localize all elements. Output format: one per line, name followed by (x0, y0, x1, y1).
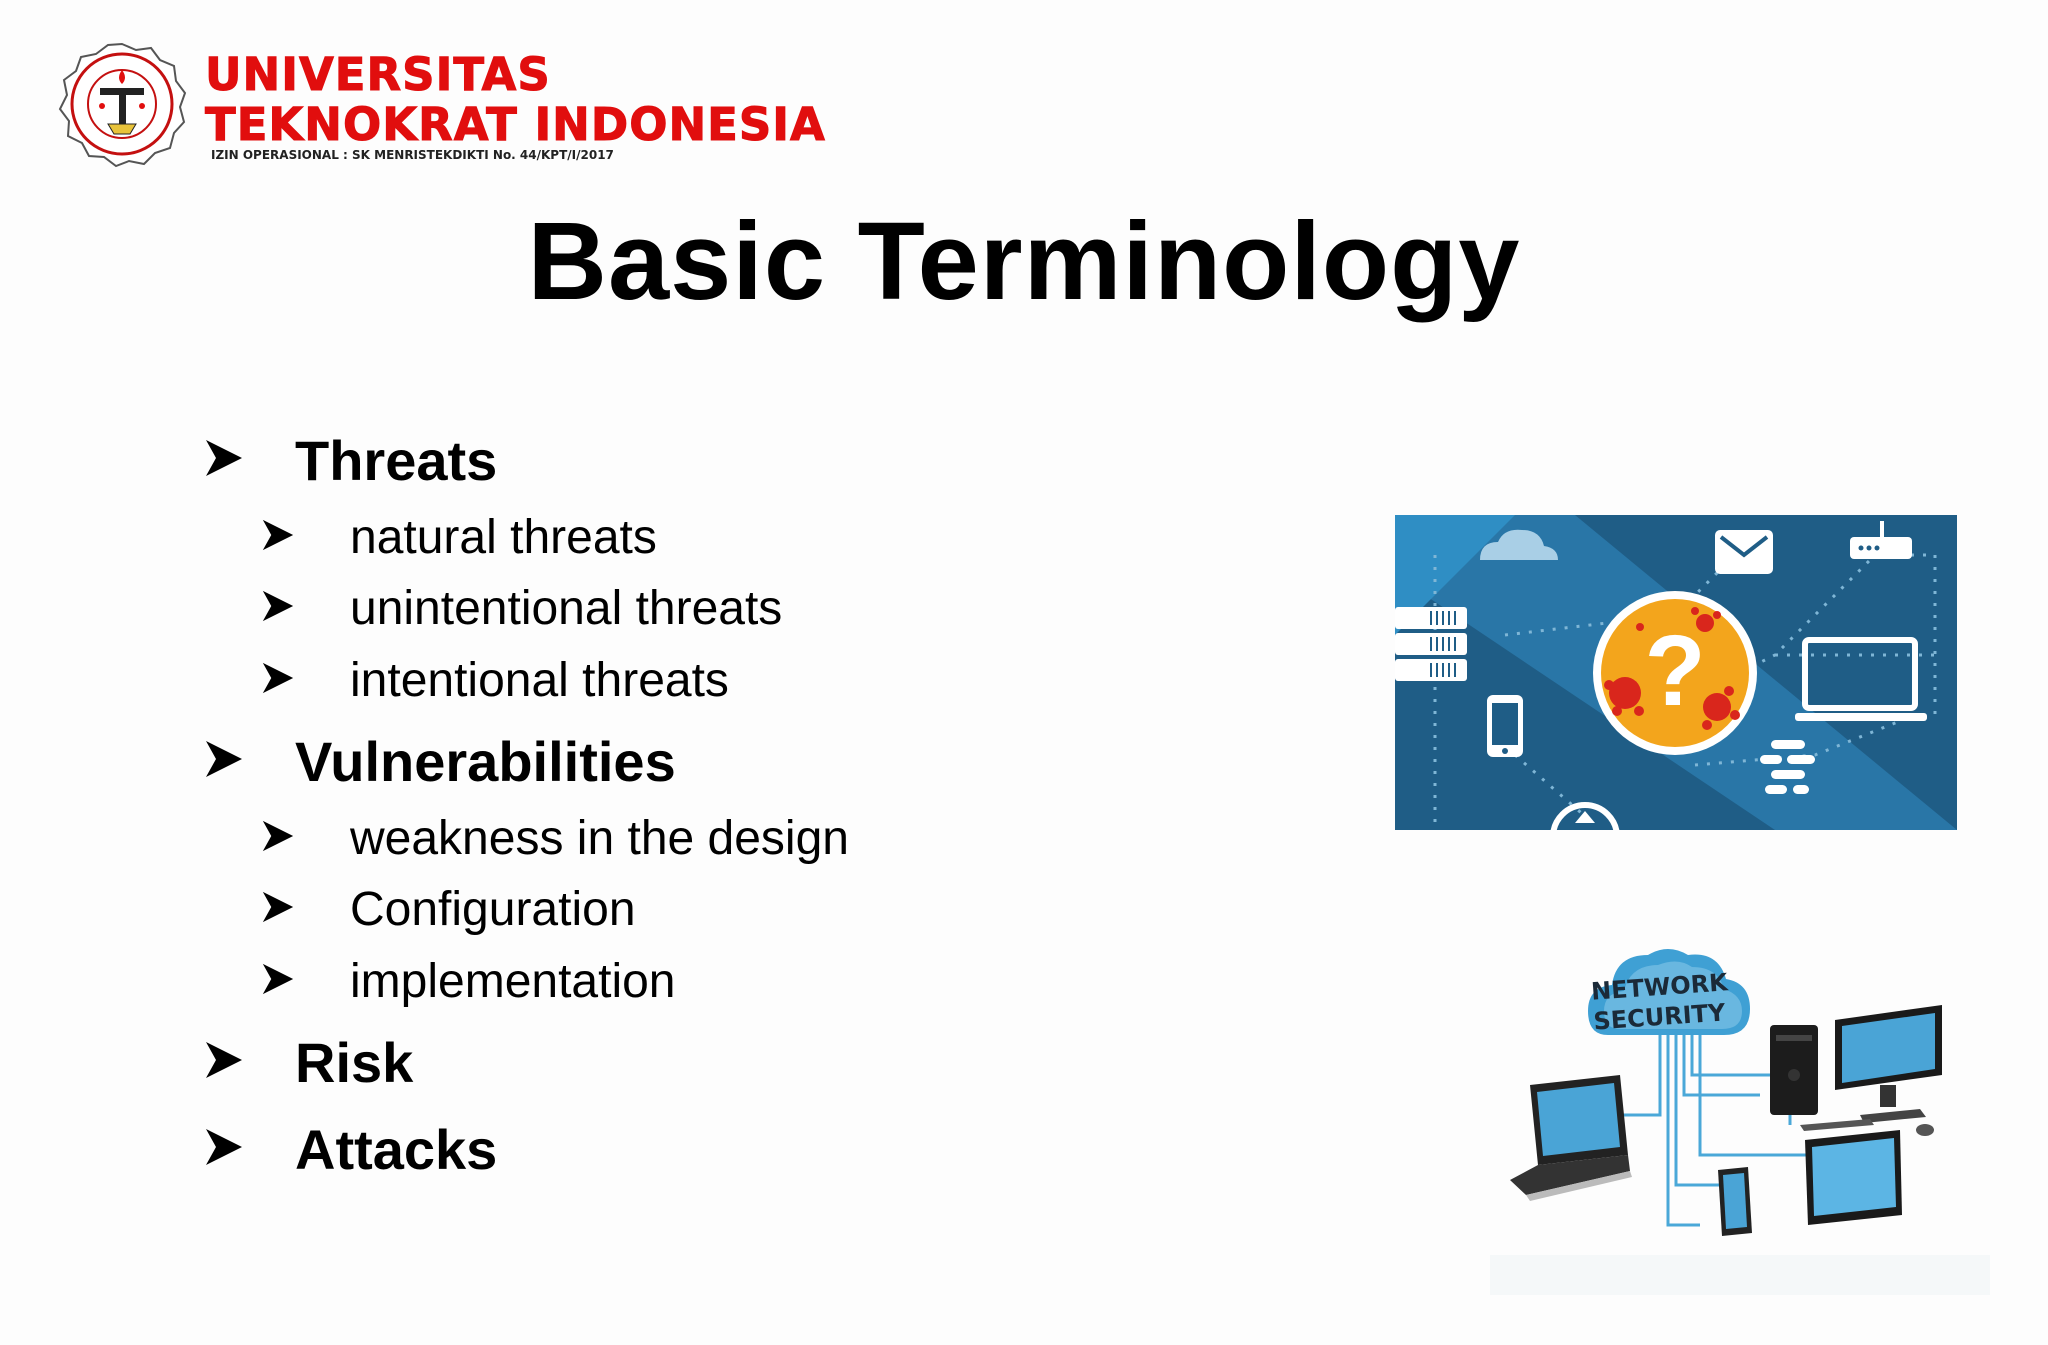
arrow-bullet-icon (205, 1127, 295, 1172)
arrow-bullet-icon (262, 589, 350, 628)
sub-bullet-label: implementation (350, 955, 676, 1008)
sub-bullet-configuration (262, 882, 636, 937)
email-icon (1715, 530, 1773, 574)
arrow-bullet-icon (205, 739, 295, 784)
sub-bullet-implementation (262, 954, 676, 1009)
keyboard-icon (1800, 1119, 1874, 1131)
laptop-icon (1510, 1075, 1632, 1201)
sub-bullet-label: unintentional threats (350, 582, 783, 635)
sub-bullet-weakness-in-design (262, 811, 849, 866)
mouse-icon (1916, 1124, 1934, 1136)
sub-bullet-label: weakness in the design (350, 812, 849, 865)
arrow-bullet-icon (205, 438, 295, 483)
bullet-vulnerabilities (205, 729, 676, 794)
university-name-line1: UNIVERSITAS (205, 48, 551, 101)
network-security-illustration (1490, 925, 1990, 1295)
bullet-threats (205, 428, 497, 493)
bullet-risk (205, 1030, 413, 1095)
sub-bullet-label: natural threats (350, 511, 657, 564)
computer-tower-icon (1770, 1025, 1818, 1115)
sub-bullet-intentional-threats (262, 653, 729, 708)
bullet-label: Risk (295, 1031, 414, 1094)
svg-text:?: ? (1644, 615, 1706, 727)
sub-bullet-unintentional-threats (262, 581, 782, 636)
university-name-line2: TEKNOKRAT INDONESIA (205, 98, 826, 151)
monitor-icon (1805, 1130, 1902, 1225)
arrow-bullet-icon (262, 890, 350, 929)
license-text: IZIN OPERASIONAL : SK MENRISTEKDIKTI No. 44/KPT/I/2017 (211, 148, 614, 162)
arrow-bullet-icon (205, 1040, 295, 1085)
cloud-icon (1588, 949, 1750, 1036)
bullet-label: Vulnerabilities (295, 730, 676, 793)
sub-bullet-label: intentional threats (350, 654, 729, 707)
arrow-bullet-icon (262, 661, 350, 700)
university-seal-logo (56, 40, 188, 168)
sub-bullet-label: Configuration (350, 883, 636, 936)
network-threat-illustration (1395, 515, 1957, 830)
arrow-bullet-icon (262, 962, 350, 1001)
mobile-phone-icon (1487, 695, 1523, 757)
slide-title: Basic Terminology (527, 200, 1521, 323)
svg-text:NETWORK: NETWORK (1590, 968, 1729, 1006)
monitor-icon (1835, 1005, 1942, 1123)
sub-bullet-natural-threats (262, 510, 657, 565)
tablet-icon (1718, 1167, 1752, 1236)
bullet-label: Attacks (295, 1118, 498, 1181)
server-icon (1395, 607, 1467, 681)
bullet-attacks (205, 1117, 497, 1182)
arrow-bullet-icon (262, 819, 350, 858)
arrow-bullet-icon (262, 518, 350, 557)
svg-text:SECURITY: SECURITY (1592, 998, 1727, 1036)
question-threat-icon (1593, 591, 1757, 755)
bullet-label: Threats (295, 429, 498, 492)
